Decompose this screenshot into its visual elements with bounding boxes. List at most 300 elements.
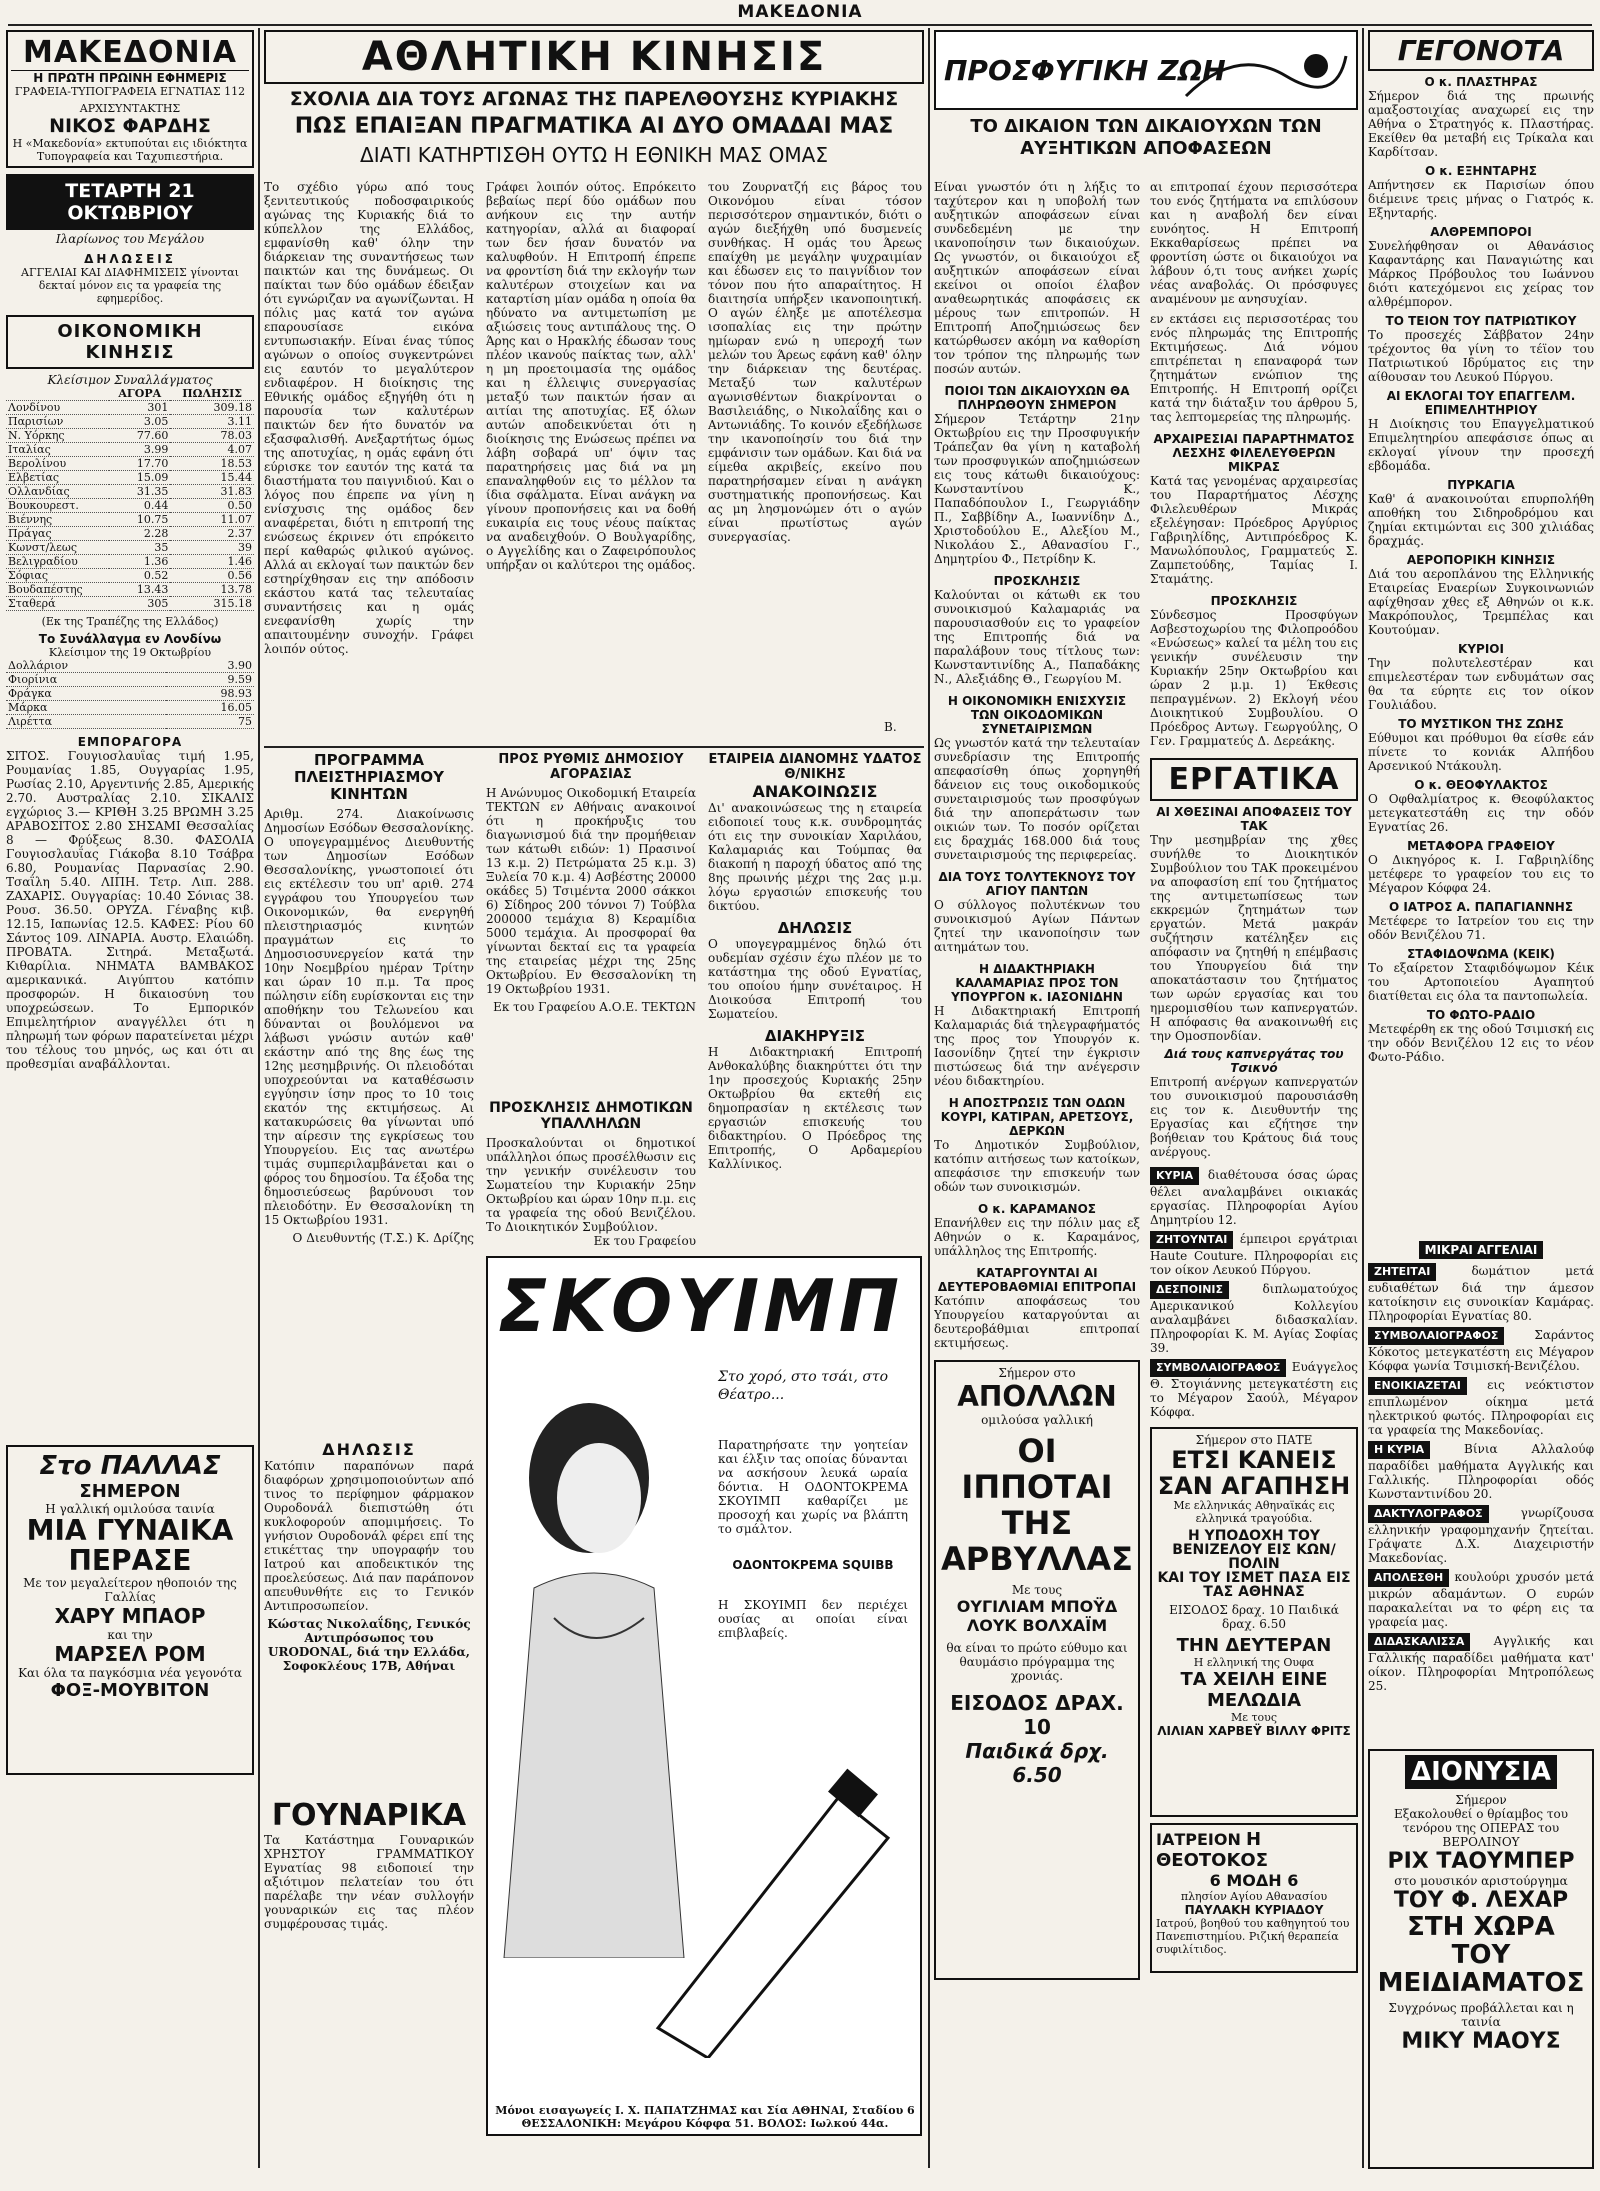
dionysia-film: ΣΤΗ ΧΩΡΑ ΤΟΥ ΜΕΙΔΙΑΜΑΤΟΣ <box>1377 1912 1585 1998</box>
classified-ad <box>1368 1327 1594 1373</box>
fx-cell: 0.52 <box>109 569 170 583</box>
pate-note: Με ελληνικάς Αθηναϊκάς εις ελληνικά τραγούδια. <box>1173 1499 1335 1525</box>
london-cell: Λιρέττα <box>6 715 166 729</box>
squibb-product: ΟΔΟΝΤΟΚΡΕΜΑ SQUIBB <box>732 1558 894 1572</box>
small-ads-header <box>1368 1239 1594 1259</box>
sports-subtitle: ΣΧΟΛΙΑ ΔΙΑ ΤΟΥΣ ΑΓΩΝΑΣ ΤΗΣ ΠΑΡΕΛΘΟΥΣΗΣ ΚΥΡΙΑΚΗΣ <box>289 88 899 110</box>
event-text: Σήμερον διά της πρωινής αμαξοστοιχίας αναχωρεί εις την Αθήνα ο Στρατηγός κ. Πλαστήρας. Εκείθεν θα μεταβή εις Τρίκαλα και Καρδίτσαν. <box>1368 89 1594 159</box>
classified-keyword: ΣΥΜΒΟΛΑΙΟΓΡΑΦΟΣ <box>1368 1327 1504 1345</box>
editor-label: ΑΡΧΙΣΥΝΤΑΚΤΗΣ <box>79 102 181 115</box>
event-item <box>1368 164 1594 220</box>
event-text: Μετεφέρθη εκ της οδού Τσιμισκή εις την οδόν Βενιζέλου 12 εις το νέον Φωτο-Ράδιο. <box>1368 1022 1594 1064</box>
pate-monday: ΤΗΝ ΔΕΥΤΕΡΑΝ <box>1176 1635 1332 1656</box>
clinic-doctor: ΠΑΥΛΑΚΗ ΚΥΡΙΑΔΟΥ <box>1184 1903 1324 1917</box>
program-signature: Ο Διευθυντής (Τ.Σ.) Κ. Δρίζης <box>292 1231 474 1245</box>
pallas-venue: Στο ΠΑΛΛΑΣ <box>39 1451 221 1481</box>
fx-row <box>6 569 254 583</box>
ads-notice-text: ΑΓΓΕΛΙΑΙ ΚΑΙ ΔΙΑΦΗΜΙΣΕΙΣ γίνονται δεκταί μόνον εις τα γραφεία της εφημερίδος. <box>21 266 239 305</box>
fx-cell: Λονδίνου <box>6 401 109 415</box>
classified-text: Βίνια Αλλαλούφ παραδίδει μαθήματα Αγγλικής και Γαλλικής. Πληροφορίαι οδός Κωνσταντινίδου 20. <box>1368 1442 1594 1501</box>
market-text: ΣΙΤΟΣ. Γουγιοσλαυΐας τιμή 1.95, Ρουμανίας 1.85, Ουγγαρίας 1.95, Ρωσίας 2.10, Αργεντινής 2.85, Αμερικής 2.70. Αυστραλίας 2.10. ΣΙΚΑΛΙΣ εγχώριος 3.— ΚΡΙΘΗ 3.25 ΒΡΩΜΗ 3.25 ΑΡΑΒΟΣΙΤΟΣ 2.80 ΣΗΣΑΜΙ Θεσσαλίας 8 — Φρύξεως 8.30. ΦΑΣΟΛΙΑ Γουγιοσλαυΐας Γιάκοβα 8.10 Τσάβρα 6.80, Ρουμανίας Παρνασίας 2.90. Τσαΐλη 5.40. ΛΙΠΗ. Τετρ. Λιπ. 288. ΖΑΧΑΡΙΣ. Ουγγαρίας: 10.40 Σόνιας 38. Ρουσ. 36.50. ΟΡΥΖΑ. Γέναβης κιβ. 12.15, Ιαπωνίας 12.5. ΚΑΦΕΣ: Ρίου 60 Σάντος 109. ΛΙΝΑΡΙΑ. Αυστρ. Ελαιώδη. ΠΡΟΒΑΤΑ. Σιτηρά. Μεταξωτά. Κιθαρίλια. ΝΗΜΑΤΑ ΒΑΜΒΑΚΟΣ αμερικανικά. Αιγύπτου κατόπιν προσφορών. Η δικαιοσύνη του υποχρεώσεων. Το Εμπορικόν Επιμελητήριον αναγγέλλει ότι η πληρωμή των φόρων παρατείνεται μέχρι του τέλους του μηνός, ως και ότι αι προθεσμίαι αναβάλλονται. <box>6 749 254 1071</box>
invite2-text: Σύνδεσμος Προσφύγων Ασβεστοχωρίου της Φιλοπροόδου «Ενώσεως» καλεί τα μέλη του εις γενικήν συνέλευσιν την Κυριακήν 25ην Οκτωβρίου και ώραν 2 μ.μ. 1) Έκθεσις πεπραγμένων. 2) Εκλογή νέου Διοικητικού Συμβουλίου. Ο Πρόεδρος Αντωγ. Γεωργούλης, Ο Γεν. Γραμματεύς Δ. Δερεάκης. <box>1150 608 1358 748</box>
refugee-s1-title: ΠΟΙΟΙ ΤΩΝ ΔΙΚΑΙΟΥΧΩΝ ΘΑ ΠΛΗΡΩΘΟΥΝ ΣΗΜΕΡΟΝ <box>944 384 1130 412</box>
classified-keyword: Η ΚΥΡΙΑ <box>1368 1441 1430 1459</box>
event-heading: ΑΕΡΟΠΟΡΙΚΗ ΚΙΝΗΣΙΣ <box>1406 553 1556 567</box>
pallas-film: ΜΙΑ ΓΥΝΑΙΚΑ ΠΕΡΑΣΕ <box>26 1514 234 1577</box>
fx-cell: Παρισίων <box>6 415 109 429</box>
event-item <box>1368 75 1594 159</box>
saint-day: Ιλαρίωνος του Μεγάλου <box>55 232 205 246</box>
small-ads-title: ΜΙΚΡΑΙ ΑΓΓΕΛΙΑΙ <box>1419 1241 1544 1259</box>
economics-title <box>6 315 254 369</box>
fx-cell: 11.07 <box>170 513 254 527</box>
small-ads-col3 <box>1150 1167 1358 1419</box>
invitation-signature: Εκ του Γραφείου <box>593 1234 696 1248</box>
pate-intro: Σήμερον στο ΠΑΤΕ <box>1195 1433 1313 1447</box>
water-correction-title: ΔΙΑΚΗΡΥΞΙΣ <box>764 1027 866 1045</box>
economics-title-text: ΟΙΚΟΝΟΜΙΚΗ ΚΙΝΗΣΙΣ <box>57 321 203 363</box>
event-item <box>1368 947 1594 1003</box>
refugee-title: ΠΡΟΣΦΥΓΙΚΗ ΖΩΗ <box>944 54 1226 87</box>
refugee-body <box>934 180 1358 2140</box>
fx-cell: 31.35 <box>109 485 170 499</box>
fx-cell: 315.18 <box>170 597 254 611</box>
clinic-text: Ιατρού, βοηθού του καθηγητού του Πανεπιστημίου. Ριζική θεραπεία συφιλίτιδος. <box>1156 1917 1350 1956</box>
event-text: Το εξαίρετον Σταφιδόψωμον Κέικ του Αρτοποιείου Αγαπητού διατίθεται εις όλα τα παντοπωλεία. <box>1368 961 1594 1003</box>
masthead-name: ΜΑΚΕΔΟΝΙΑ <box>22 35 238 70</box>
classified-keyword: ΣΥΜΒΟΛΑΙΟΓΡΑΦΟΣ <box>1150 1359 1286 1377</box>
pate-monday-note: Η ελληνική της Ουφα <box>1193 1656 1315 1669</box>
left-column <box>6 30 254 2180</box>
issue-date: ΤΕΤΑΡΤΗ 21 ΟΚΤΩΒΡΙΟΥ <box>65 180 195 224</box>
classified-keyword: ΔΙΔΑΣΚΑΛΙΣΣΑ <box>1368 1633 1470 1651</box>
classified-ad <box>1368 1505 1594 1565</box>
fx-cell: Βουκουρεστ. <box>6 499 109 513</box>
fx-header: ΑΓΟΡΑ <box>109 387 170 401</box>
fx-cell: 17.70 <box>109 457 170 471</box>
classified-ad <box>1368 1633 1594 1693</box>
elections-title: ΑΡΧΑΙΡΕΣΙΑΙ ΠΑΡΑΡΤΗΜΑΤΟΣ ΛΕΣΧΗΣ ΦΙΛΕΛΕΥΘΕΡΩΝ ΜΙΚΡΑΣ <box>1153 432 1355 474</box>
apollon-with: Με τους <box>1011 1583 1063 1597</box>
clinic-name: Η ΘΕΟΤΟΚΟΣ <box>1156 1829 1269 1871</box>
fx-cell: 1.46 <box>170 555 254 569</box>
refugee-s6-text: Το Δημοτικόν Συμβούλιον, κατόπιν αιτήσεως των κατοίκων, απεφάσισε την επισκευήν των οδών των συνοικισμών. <box>934 1138 1140 1194</box>
labor-subtitle2: Διά τους καπνεργάτας του Τσικνό <box>1164 1047 1344 1075</box>
classified-keyword: ΔΕΣΠΟΙΝΙΣ <box>1150 1281 1229 1299</box>
fx-cell: Βουδαπέστης <box>6 583 109 597</box>
market-title: ΕΜΠΟΡΑΓΟΡΑ <box>77 735 183 749</box>
fx-row <box>6 527 254 541</box>
invitation-text: Προσκαλούνται οι δημοτικοί υπάλληλοι όπως προσέλθωσιν εις την γενικήν συνέλευσιν του Σωματείου την Κυριακήν 25ην Οκτωβρίου και ώραν 10ην π.μ. εις τα γραφεία της οδού Βενιζέλου. Το Διοικητικόν Συμβούλιον. <box>486 1136 696 1234</box>
london-cell: Φράγκα <box>6 687 166 701</box>
events-title-box <box>1368 30 1594 71</box>
event-text: Ο Δικηγόρος κ. Ι. Γαβριηλίδης μετέφερε το γραφείον του εις το Μέγαρον Κόφφα 24. <box>1368 853 1594 895</box>
refugee-s5-title: Η ΔΙΔΑΚΤΗΡΙΑΚΗ ΚΑΛΑΜΑΡΙΑΣ ΠΡΟΣ ΤΟΝ ΥΠΟΥΡΓΟΝ κ. ΙΑΣΟΝΙΔΗΝ <box>951 962 1123 1004</box>
masthead-blurb: Η «Μακεδονία» εκτυπούται εις ιδιόκτητα Τυπογραφεία και Ταχυπιεστήρια. <box>12 137 248 163</box>
event-item <box>1368 553 1594 637</box>
event-heading: Ο κ. ΘΕΟΦΥΛΑΚΤΟΣ <box>1414 778 1548 792</box>
center-column <box>264 30 924 2180</box>
apollon-kids: Παιδικά δρχ. 6.50 <box>965 1739 1109 1787</box>
fx-cell: Βερολίνου <box>6 457 109 471</box>
classified-keyword: ΖΗΤΕΙΤΑΙ <box>1368 1263 1436 1281</box>
fx-cell: 305 <box>109 597 170 611</box>
dionysia-director: ΤΟΥ Φ. ΛΕΧΑΡ <box>1393 1888 1569 1913</box>
event-text: Εύθυμοι και πρόθυμοι θα είσθε εάν πίνετε το κονιάκ Αλπήδου Αρσενικού Ντάκουλη. <box>1368 731 1594 773</box>
refugee-s2-title: ΠΡΟΣΚΛΗΣΙΣ <box>993 574 1081 588</box>
dionysia-ad <box>1368 1749 1594 2169</box>
refugee-s4-title: ΔΙΑ ΤΟΥΣ ΤΟΛΥΤΕΚΝΟΥΣ ΤΟΥ ΑΓΙΟΥ ΠΑΝΤΩΝ <box>938 870 1136 898</box>
london-cell: Φιορίνια <box>6 673 166 687</box>
pallas-type: Η γαλλική ομιλούσα ταινία <box>45 1502 215 1516</box>
fx-cell: 1.36 <box>109 555 170 569</box>
pallas-news: ΦΟΞ-ΜΟΥΒΙΤΟΝ <box>50 1680 210 1701</box>
refugee-s7-title: Ο κ. ΚΑΡΑΜΑΝΟΣ <box>978 1202 1096 1216</box>
fx-header <box>6 387 109 401</box>
event-heading: ΜΕΤΑΦΟΡΑ ΓΡΑΦΕΙΟΥ <box>1407 839 1555 853</box>
pate-film2: ΤΑ ΧΕΙΛΗ ΕΙΝΕ ΜΕΛΩΔΙΑ <box>1180 1669 1328 1711</box>
fx-cell: 35 <box>109 541 170 555</box>
fx-cell: 10.75 <box>109 513 170 527</box>
classified-text: γνωρίζουσα ελληνικήν γραφομηχανήν ζητείται. Γράψατε Δ.Χ. Διαχειριστήν Μακεδονίας. <box>1368 1506 1594 1565</box>
masthead <box>6 30 254 168</box>
invitation-notice <box>486 1100 696 1250</box>
water-title: ΕΤΑΙΡΕΙΑ ΔΙΑΝΟΜΗΣ ΥΔΑΤΟΣ Θ/ΝΙΚΗΣ <box>708 752 922 782</box>
ads-notice-title: ΔΗΛΩΣΕΙΣ <box>84 252 176 266</box>
gounarika-ad <box>264 1798 474 2138</box>
london-cell: Δολλάριον <box>6 659 166 673</box>
squibb-brand: ΣΚΟΥΙΜΠ <box>498 1264 904 1348</box>
fx-cell: 13.78 <box>170 583 254 597</box>
column-rule <box>928 28 930 2168</box>
london-row <box>6 687 254 701</box>
clinic-ad <box>1150 1823 1358 1973</box>
event-item <box>1368 839 1594 895</box>
pallas-with: Με τον μεγαλείτερον ηθοποιόν της Γαλλίας <box>23 1576 237 1604</box>
fx-cell: 3.11 <box>170 415 254 429</box>
urodonal-signature: Κώστας Νικολαΐδης, Γενικός Αντιπρόσωπος του URODONAL, διά την Ελλάδα, Σοφοκλέους 17Β, Αθήναι <box>267 1617 471 1673</box>
event-item <box>1368 314 1594 384</box>
ads-notice <box>6 252 254 305</box>
apollon-film: ΟΙ ΙΠΠΟΤΑΙ ΤΗΣ ΑΡΒΥΛΛΑΣ <box>941 1432 1133 1578</box>
pate-cast: ΛΙΛΙΑΝ ΧΑΡΒΕΫ ΒΙΛΛΥ ΦΡΙΤΣ <box>1157 1724 1351 1738</box>
refugee-s2-text: Καλούνται οι κάτωθι εκ του συνοικισμού Καλαμαριάς να παρουσιασθούν εις το γραφείον της Επιτροπής διά να παραλάβουν τους τίτλους των: Κωνσταντινίδης Α., Παπαδάκης Ν., Αλεξιάδης Θ., Γεωργίου Μ. <box>934 588 1140 686</box>
fx-cell: Σόφιας <box>6 569 109 583</box>
classified-keyword: ΔΑΚΤΥΛΟΓΡΑΦΟΣ <box>1368 1505 1489 1523</box>
refugee-s3-title: Η ΟΙΚΟΝΟΜΙΚΗ ΕΝΙΣΧΥΣΙΣ ΤΩΝ ΟΙΚΟΔΟΜΙΚΩΝ ΣΥΝΕΤΑΙΡΙΣΜΩΝ <box>947 694 1127 736</box>
fx-row <box>6 555 254 569</box>
classified-keyword: ΖΗΤΟΥΝΤΑΙ <box>1150 1231 1233 1249</box>
fx-note: (Εκ της Τραπέζης της Ελλάδος) <box>41 615 219 628</box>
refugee-banner <box>934 30 1358 110</box>
labor-title: ΕΡΓΑΤΙΚΑ <box>1168 762 1340 797</box>
water-declaration-title: ΔΗΛΩΣΙΣ <box>777 919 853 937</box>
event-heading: ΠΥΡΚΑΓΙΑ <box>1447 478 1515 492</box>
event-text: Το προσεχές Σάββατον 24ην τρέχοντος θα γίνη το τέϊον του Πατριωτικού Ιδρύματος εις την αίθουσαν του Λευκού Πύργου. <box>1368 328 1594 384</box>
invite2-title: ΠΡΟΣΚΛΗΣΙΣ <box>1210 594 1298 608</box>
sports-subheadline: ΔΙΑΤΙ ΚΑΤΗΡΤΙΣΘΗ ΟΥΤΩ Η ΕΘΝΙΚΗ ΜΑΣ ΟΜΑΣ <box>360 143 828 167</box>
event-item <box>1368 778 1594 834</box>
fx-cell: 77.60 <box>109 429 170 443</box>
classified-ad <box>1368 1263 1594 1323</box>
refugee-s4-text: Ο σύλλογος πολυτέκνων του συνοικισμού Αγίων Πάντων ζητεί την ικανοποίησιν των αιτημάτων του. <box>934 898 1140 954</box>
tender-title: ΠΡΟΣ ΡΥΘΜΙΣ ΔΗΜΟΣΙΟΥ ΑΓΟΡΑΣΙΑΣ <box>498 752 684 782</box>
london-row <box>6 715 254 729</box>
event-text: Η Διοίκησις του Επαγγελματικού Επιμελητηρίου απεφάσισε όπως αι εκλογαί γίνουν την προσεχή εβδομάδα. <box>1368 417 1594 473</box>
date-box <box>6 174 254 230</box>
london-cell: 3.90 <box>166 659 254 673</box>
fx-cell: Σταθερά <box>6 597 109 611</box>
event-heading: ΑΛΘΡΕΜΠΟΡΟΙ <box>1430 225 1532 239</box>
refugee-s3-text: Ως γνωστόν κατά την τελευταίαν συνεδρίασιν της Επιτροπής απεφασίσθη όπως χορηγηθή δάνειον εις τους οικοδομικούς συνεταιρισμούς των προσφύγων διά την αποπεράτωσιν των οικιών των. Το ποσόν ορίζεται εις δραχμάς 168.000 διά τους συνεταιρισμούς της περιφερείας. <box>934 736 1140 862</box>
apollon-sub: ομιλούσα γαλλική <box>981 1413 1093 1427</box>
pallas-and: και την <box>107 1628 153 1642</box>
sports-col1: Το σχέδιο γύρω από τους ξενιτευτικούς ποδοσφαιρικούς αγώνας της Κυριακής διά το κύπελλον της Ελλάδος, εμφανίσθη καθ' όλην την διάρκειαν της συναντήσεως των παικτών και της δυνάμεως. Οι παίκται των δύο ομάδων έδειξαν ότι εγνώριζαν να αγωνίζωνται. Η πόλις μας κατά τον αγώνα επαρουσίασε εικόνα εντυπωσιακήν. Είναι ένας τύπος αγώνων ο οποίος συγκεντρώνει εις εαυτόν το μεγαλύτερον ενδιαφέρον. Η διοίκησις της Εθνικής ομάδος εξηγήθη ότι η παρουσία των καλυτέρων παικτών δεν ήτο δυνατόν να εξασφαλισθή. Ανεξαρτήτως όμως της αποτυχίας, η ομάς εφάνη ότι εύρισκε τον εαυτόν της κατά τα διαστήματα του παιγνιδιού. Και ο λόγος που έπρεπε να γίνη η ενίσχυσις της ομάδος δεν αναφέρεται, διότι η επιτροπή της ενώσεως έκρινεν ότι επρόκειτο περί καθαρώς φιλικού αγώνος. Αλλά αι εκλογαί των παικτών δεν εστηρίχθησαν εις την απόδοσιν εκάστου κατά τας τελευταίας συναντήσεις και η ομάς ενεφανίσθη χωρίς την απαιτουμένην συνοχήν. Γράφει λοιπόν ούτος. <box>264 180 474 656</box>
event-heading: ΤΟ ΤΕΙΟΝ ΤΟΥ ΠΑΤΡΙΩΤΙΚΟΥ <box>1385 314 1577 328</box>
refugee-column <box>934 30 1358 2180</box>
event-heading: Ο ΙΑΤΡΟΣ Α. ΠΑΠΑΓΙΑΝΝΗΣ <box>1388 900 1574 914</box>
event-item <box>1368 900 1594 942</box>
event-item <box>1368 717 1594 773</box>
pate-ad <box>1150 1427 1358 1817</box>
refugee-s8-title: ΚΑΤΑΡΓΟΥΝΤΑΙ ΑΙ ΔΕΥΤΕΡΟΒΑΘΜΙΑΙ ΕΠΙΤΡΟΠΑΙ <box>937 1266 1137 1294</box>
event-text: Απήντησεν εκ Παρισίων όπου διέμεινε τρεις μήνας ο Γιατρός κ. Εξηνταρής. <box>1368 178 1594 220</box>
fx-cell: 2.37 <box>170 527 254 541</box>
fx-row <box>6 499 254 513</box>
small-ads-list <box>1368 1263 1594 1743</box>
event-heading: Ο κ. ΕΞΗΝΤΑΡΗΣ <box>1424 164 1537 178</box>
fx-row <box>6 415 254 429</box>
classified-ad <box>1150 1359 1358 1419</box>
water-text: Δι' ανακοινώσεως της η εταιρεία ειδοποιεί τους κ.κ. συνδρομητάς ότι εις την συνοικίαν Χαριλάου, Καλαμαριάς και Τούμπας θα διακοπή η παροχή ύδατος από της 8ης πρωινής μέχρι της 2ας μ.μ. λόγω εργασιών επισκευής του δικτύου. <box>708 801 922 913</box>
apollon-cast: ΟΥΓΙΛΙΑΜ ΜΠΟΫΔ ΛΟΥΚ ΒΟΛΧΑΪΜ <box>956 1597 1118 1635</box>
fx-cell: 18.53 <box>170 457 254 471</box>
london-sub: Κλείσιμον της 19 Οκτωβρίου <box>48 646 212 659</box>
fx-cell: Κωνστ/λεως <box>6 541 109 555</box>
page-header: ΜΑΚΕΔΟΝΙΑ <box>737 2 863 22</box>
classified-text: διαθέτουσα όσας ώρας θέλει αναλαμβάνει οικιακάς εργασίας. Πληροφορίαι Αγίου Δημητρίου 12. <box>1150 1168 1358 1227</box>
urodonal-title: ΔΗΛΩΣΙΣ <box>322 1440 416 1459</box>
section-rule <box>264 746 924 748</box>
dionysia-line2: στο μουσικόν αριστούργημα <box>1394 1874 1568 1888</box>
classified-ad <box>1368 1569 1594 1629</box>
pate-price: ΕΙΣΟΔΟΣ δραχ. 10 Παιδικά δραχ. 6.50 <box>1169 1603 1339 1631</box>
fx-row <box>6 485 254 499</box>
london-row <box>6 659 254 673</box>
elections-text: Κατά τας γενομένας αρχαιρεσίας του Παραρτήματος Λέσχης Φιλελευθέρων Μικράς εξελέγησαν: Πρόεδρος Αργύριος Γαβριηλίδης, Αντιπρόεδρος Κ. Μανωλόπουλος, Γραμματεύς Σ. Ζαμπετούδης, Ταμίας Ι. Σταμάτης. <box>1150 474 1358 586</box>
events-list <box>1368 75 1594 1235</box>
fx-cell: 39 <box>170 541 254 555</box>
fx-cell: 15.09 <box>109 471 170 485</box>
refugee-col2-text: αι επιτροπαί έχουν περισσότερα του ενός ζητήματα να επιλύσουν και η αναβολή δεν είναι ευνόητος. Η Επιτροπή Εκκαθαρίσεως πρέπει να φροντίση ώστε οι δικαιούχοι να λάβουν ό,τι τους ανήκει χωρίς νέας αναβολάς. Οι πρόσφυγες αναμένουν με ανησυχίαν. <box>1150 180 1358 306</box>
tender-signature: Εκ του Γραφείου Α.Ο.Ε. ΤΕΚΤΩΝ <box>493 1000 696 1014</box>
event-text: Ο Οφθαλμίατρος κ. Θεοφύλακτος μετεγκατεστάθη εις την οδόν Εγνατίας 26. <box>1368 792 1594 834</box>
fx-row <box>6 597 254 611</box>
squibb-text: Παρατηρήσατε την γοητείαν και έλξιν τας οποίας δύνανται να ασκήσουν λευκά ωραία δόντια. Η ΟΔΟΝΤΟΚΡΕΜΑ ΣΚΟΥΙΜΠ καθαρίζει με προσοχή και χωρίς να βλάπτη το σμάλτον. <box>718 1438 908 1536</box>
fx-cell: Πράγας <box>6 527 109 541</box>
classified-keyword: ΑΠΟΛΕΣΘΗ <box>1368 1569 1449 1587</box>
labor-title-box <box>1150 758 1358 801</box>
london-table <box>6 659 254 729</box>
classified-ad <box>1150 1281 1358 1355</box>
event-heading: ΚΥΡΙΟΙ <box>1458 642 1504 656</box>
sports-title-box <box>264 30 924 84</box>
classified-text: κουλούρι χρυσόν μετά μικρών αδαμάντων. Ο ευρών παρακαλείται να το φέρη εις τα γραφεία μας. <box>1368 1570 1594 1629</box>
fx-cell: 13.43 <box>109 583 170 597</box>
event-item <box>1368 478 1594 548</box>
refugee-col2 <box>1150 180 1358 2140</box>
program-text: Αριθμ. 274. Διακοίνωσις Δημοσίων Εσόδων Θεσσαλονίκης. Ο υπογεγραμμένος Διευθυντής των Δημοσίων Εσόδων Θεσσαλονίκης, γνωστοποιεί ότι εις εκτέλεσιν του υπ' αριθ. 274 εγγράφου του Υπουργείου των Οικονομικών, θα ενεργηθή πλειστηριασμός κινητών πραγμάτων εις το Δημοσιοσυνεργείον κατά την 10ην Νοεμβρίου ημέραν Τρίτην και ώραν 10 π.μ. Τα προς πώλησιν είδη ευρίσκονται εις την αποθήκην του Τελωνείου και δύνανται οι βουλόμενοι να λάβωσι γνώσιν αυτών καθ' εκάστην από της 8ης έως της 12ης μεσημβρινής. Οι πλειοδόται υποχρεούνται να καταθέσωσιν εγγύησιν ίσην προς το 10 τοις εκατόν της εκτιμήσεως. Αι κατακυρώσεις θα γίνωνται υπό την αίρεσιν της εγκρίσεως του Υπουργείου. Εις τας ανωτέρω τιμάς συμπεριλαμβάνεται και ο φόρος του δημοσίου. Τα έξοδα της δημοσιεύσεως βαρύνουσι τον πλειοδότην. Εν Θεσσαλονίκη τη 15 Οκτωβρίου 1931. <box>264 807 474 1227</box>
refugee-text: Είναι γνωστόν ότι η λήξις το ταχύτερον και η υποβολή των αυξητικών αποφάσεων είναι συνδεδεμένη με την ικανοποίησιν των δικαιούχων. Ως γνωστόν, οι δικαιούχοι εξ αυξητικών αποφάσεων είναι εκείνοι οι οποίοι έλαβον αναθεωρητικάς αποφάσεις εκ μέρους των επιτροπών. Η Επιτροπή Αποζημιώσεως δεν κατώρθωσεν ακόμη να καθορίση τον τρόπον της πληρωμής των ποσών αυτών. <box>934 180 1140 376</box>
fx-cell: 301 <box>109 401 170 415</box>
fx-cell: Ν. Υόρκης <box>6 429 109 443</box>
events-title: ΓΕΓΟΝΟΤΑ <box>1397 34 1565 67</box>
column-rule <box>258 28 260 2168</box>
fx-cell: 4.07 <box>170 443 254 457</box>
water-notice <box>708 752 922 1192</box>
masthead-tagline: Η ΠΡΩΤΗ ΠΡΩΙΝΗ ΕΦΗΜΕΡΙΣ <box>11 70 249 85</box>
clinic-label: ΙΑΤΡΕΙΟΝ <box>1156 1830 1241 1849</box>
dionysia-line1: Εξακολουθεί ο θρίαμβος του τενόρου της ΟΠΕΡΑΣ του ΒΕΡΟΛΙΝΟΥ <box>1393 1807 1569 1849</box>
squibb-ad <box>486 1256 922 2136</box>
event-text: Την πολυτελεστέραν και επιμελεστέραν των ενδυμάτων σας θα τα εύρητε εις τον οίκον Γουλιάδου. <box>1368 656 1594 712</box>
dionysia-extra: Συγχρόνως προβάλλεται και η ταινία <box>1388 2001 1574 2029</box>
classified-text: δωμάτιον μετά ευδιαθέτων διά την άμεσον κατοίκησιν εις συνοικίαν Καμάρας. Πληροφορίαι Εγνατίας 80. <box>1368 1264 1594 1323</box>
classified-ad <box>1150 1231 1358 1277</box>
right-column <box>1368 30 1594 2180</box>
labor-text: Την μεσημβρίαν της χθες συνήλθε το Διοικητικόν Συμβούλιον του ΤΑΚ προκειμένου να αποφασίση επί του ζητήματος της αντιμετωπίσεως των εκκρεμών ζητημάτων των εργατών. Μετά μακράν συζήτησιν κατέληξεν εις απόφασιν να ζητηθή η επέμβασις του Υπουργείου διά την αποκατάστασιν του ζητήματος των ωρών εργασίας και του ημερομισθίου των καπνεργατών. Η απόφασις θα ανακοινωθή εις την Ομοσπονδίαν. <box>1150 833 1358 1043</box>
clinic-address: 6 ΜΟΔΗ 6 <box>1209 1871 1299 1890</box>
classified-text: Ευάγγελος Θ. Στογιάννης μετεγκατέστη εις το Μέγαρον Σαούλ, Μέγαρον Κόφφα. <box>1150 1360 1358 1419</box>
dionysia-name: ΔΙΟΝΥΣΙΑ <box>1405 1755 1557 1789</box>
program-title: ΠΡΟΓΡΑΜΜΑ ΠΛΕΙΣΤΗΡΙΑΣΜΟΥ ΚΙΝΗΤΩΝ <box>294 752 444 803</box>
dionysia-today: Σήμερον <box>1455 1793 1507 1807</box>
event-item <box>1368 1008 1594 1064</box>
water-sub: ΑΝΑΚΟΙΝΩΣΙΣ <box>752 782 878 801</box>
event-text: Καθ' ά ανακοινούται επυρπολήθη αποθήκη του Σιδηροδρόμου και ζημίαι εκτιμώνται εις 300 χιλιάδας δραχμάς. <box>1368 492 1594 548</box>
urodonal-ad <box>264 1440 474 1790</box>
water-declaration: Ο υπογεγραμμένος δηλώ ότι ουδεμίαν σχέσιν έχω πλέον με το κατάστημα της οδού Εγνατίας, του οποίου ήμην συνέταιρος. Η Διοικούσα Επιτροπή του Σωματείου. <box>708 937 922 1021</box>
event-heading: ΑΙ ΕΚΛΟΓΑΙ ΤΟΥ ΕΠΑΓΓΕΛΜ. ΕΠΙΜΕΛΗΤΗΡΙΟΥ <box>1386 389 1576 417</box>
event-text: Μετέφερε το Ιατρείον του εις την οδόν Βενιζέλου 71. <box>1368 914 1594 942</box>
fx-cell: 0.56 <box>170 569 254 583</box>
event-heading: ΤΟ ΜΥΣΤΙΚΟΝ ΤΗΣ ΖΩΗΣ <box>1398 717 1564 731</box>
fx-cell: Βελιγραδίου <box>6 555 109 569</box>
water-correction: Η Διδακτηριακή Επιτροπή Ανθοκαλύβης διακηρύττει ότι την 1ην προσεχούς Κυριακής 25ην Οκτωβρίου θα εκτεθή εις δημοπρασίαν η εκτέλεσις των εργασιών επισκευής του διδακτηρίου. Ο Πρόεδρος της Επιτροπής, Ο Αρδαμερίου Καλλίνικος. <box>708 1045 922 1171</box>
column-rule <box>1362 28 1364 2168</box>
fx-cell: 78.03 <box>170 429 254 443</box>
refugee-headline: ΤΟ ΔΙΚΑΙΟΝ ΤΩΝ ΔΙΚΑΙΟΥΧΩΝ ΤΩΝ ΑΥΞΗΤΙΚΩΝ ΑΠΟΦΑΣΕΩΝ <box>970 116 1322 159</box>
fx-cell: 3.99 <box>109 443 170 457</box>
event-heading: ΣΤΑΦΙΔΟΨΩΜΑ (ΚΕΙΚ) <box>1407 947 1555 961</box>
classified-text: Σαράντος Κόκοτος μετεγκατέστη εις Μέγαρον Κόφφα γωνία Τσιμισκή-Βενιζέλου. <box>1368 1328 1594 1373</box>
squibb-footer: Μόνοι εισαγωγείς Ι. Χ. ΠΑΠΑΤΖΗΜΑΣ και Σία ΑΘΗΝΑΙ, Σταδίου 6 ΘΕΣΣΑΛΟΝΙΚΗ: Μεγάρου Κόφφα 51. ΒΟΛΟΣ: Ιωλκού 44α. <box>495 2104 915 2130</box>
header-rule <box>8 24 1592 26</box>
classified-ad <box>1368 1377 1594 1437</box>
editor-name: ΝΙΚΟΣ ΦΑΡΔΗΣ <box>49 115 211 137</box>
pate-cast-with: Με τους <box>1230 1711 1277 1724</box>
pallas-when: ΣΗΜΕΡΟΝ <box>79 1481 181 1502</box>
apollon-venue: ΑΠΟΛΛΩΝ <box>957 1380 1117 1413</box>
labor-text2: Επιτροπή ανέργων καπνεργατών του συνοικισμού παρουσιάσθη εις τον κ. Διευθυντήν της Εργασίας και εζήτησε την βοήθειαν του Κράτους διά τους ανέργους. <box>1150 1075 1358 1159</box>
london-row <box>6 701 254 715</box>
fx-cell: 0.44 <box>109 499 170 513</box>
tender-notice <box>486 752 696 1092</box>
pallas-ad <box>6 1445 254 1775</box>
refugee-s1-text: Σήμερον Τετάρτην 21ην Οκτωβρίου εις την Προσφυγικήν Τράπεζαν θα γίνη η καταβολή των προσφυγικών αποζημιώσεων εις τους κάτωθι δικαιούχους: Κωνσταντίνου Κ., Παπαδόπουλον Ι., Γεωργιάδην Π., Σαββίδην Α., Ιωαννίδην Δ., Χριστοδούλου Ε., Αλεξίου Μ., Νικολάου Σ., Αθανασίου Γ., Δημητρίου Φ., Πετρίδην Κ. <box>934 412 1140 566</box>
fx-cell: 2.28 <box>109 527 170 541</box>
pallas-actor1: ΧΑΡΥ ΜΠΑΟΡ <box>54 1604 206 1628</box>
pate-title3: ΚΑΙ ΤΟΥ ΙΣΜΕΤ ΠΑΣΑ ΕΙΣ ΤΑΣ ΑΘΗΝΑΣ <box>1157 1570 1351 1600</box>
dionysia-short: ΜΙΚΥ ΜΑΟΥΣ <box>1401 2029 1561 2054</box>
fx-cell: 3.05 <box>109 415 170 429</box>
apollon-intro: Σήμερον στο <box>998 1366 1076 1380</box>
event-heading: Ο κ. ΠΛΑΣΤΗΡΑΣ <box>1424 75 1538 89</box>
refugee-s5-text: Η Διδακτηριακή Επιτροπή Καλαμαριάς διά τηλεγραφήματός της προς τον Υπουργόν κ. Ιασονίδην ζητεί την έγκρισιν πιστώσεως διά την ανέγερσιν νέου διδακτηρίου. <box>934 1004 1140 1088</box>
event-item <box>1368 642 1594 712</box>
event-heading: ΤΟ ΦΩΤΟ-ΡΑΔΙΟ <box>1426 1008 1536 1022</box>
london-row <box>6 673 254 687</box>
fx-cell: 15.44 <box>170 471 254 485</box>
fx-cell: 31.83 <box>170 485 254 499</box>
classified-text: διπλωματούχος Αμερικανικού Κολλεγίου αναλαμβάνει διδασκαλίαν. Πληροφορίαι Κ. Μ. Αγίας Σοφίας 39. <box>1150 1282 1358 1355</box>
dionysia-singer: ΡΙΧ ΤΑΟΥΜΠΕΡ <box>1387 1849 1575 1874</box>
invitation-title: ΠΡΟΣΚΛΗΣΙΣ ΔΗΜΟΤΙΚΩΝ ΥΠΑΛΛΗΛΩΝ <box>489 1100 693 1132</box>
apollon-note: θα είναι το πρώτο εύθυμο και θαυμάσιο πρόγραμμα της χρονιάς. <box>946 1641 1128 1683</box>
tender-text: Η Ανώνυμος Οικοδομική Εταιρεία ΤΕΚΤΩΝ εν Αθήναις ανακοινοί ότι η προκήρυξις του διαγωνισμού διά την προμήθειαν των κάτωθι ειδών: 1) Πρασινοί 13 κ.μ. 2) Πετρώματα 25 κ.μ. 3) Ξυλεία 70 κ.μ. 4) Ασβέστης 20000 οκάδες 5) Τσιμέντα 2000 σάκκοι 6) Σίδηρος 200 τόννοι 7) Τούβλα 200000 τεμάχια 8) Κεραμίδια 5000 τεμάχια. Αι προσφοραί θα γίνωνται δεκταί εις τα γραφεία της εταιρείας μέχρι της 25ης Οκτωβρίου. Εν Θεσσαλονίκη τη 19 Οκτωβρίου 1931. <box>486 786 696 996</box>
refugee-s6-title: Η ΑΠΟΣΤΡΩΣΙΣ ΤΩΝ ΟΔΩΝ ΚΟΥΡΙ, ΚΑΤΙΡΑΝ, ΑΡΕΤΣΟΥΣ, ΔΕΡΚΩΝ <box>940 1096 1134 1138</box>
london-cell: 98.93 <box>166 687 254 701</box>
fx-row <box>6 429 254 443</box>
event-item <box>1368 389 1594 473</box>
classified-keyword: ΕΝΟΙΚΙΑΖΕΤΑΙ <box>1368 1377 1467 1395</box>
refugee-col1 <box>934 180 1140 2140</box>
fx-cell: Βιέννης <box>6 513 109 527</box>
london-title: Το Συνάλλαγμα εν Λονδίνω <box>38 632 222 646</box>
sports-col2: Γράφει λοιπόν ούτος. Επρόκειτο βεβαίως περί δύο ομάδων που ανήκουν εις την αυτήν κατηγορίαν, αλλά αι διαφοραί των δεν ήσαν δυνατόν να καλυφθούν. Η Επιτροπή έπρεπε να φροντίση διά την εκλογήν των καλυτέρων στοιχείων και να καταρτίση μίαν ομάδα η οποία θα ηδύνατο να αντιμετωπίση με αξιώσεις τους αντιπάλους της. Ο Άρης και ο Ηρακλής έδωσαν τους πλέον ικανούς παίκτας των, αλλ' η μη προετοιμασία της ομάδος και η έλλειψις συνεργασίας μεταξύ των παικτών ήσαν αι αιτίαι της αποτυχίας. Εξ όλων αυτών αποδεικνύεται ότι η διοίκησις της Ενώσεως πρέπει να λάβη σοβαρά υπ' όψιν τας παρατηρήσεις μας διά να μη επαναληφθούν εις το μέλλον τα ίδια σφάλματα. Είναι ανάγκη να γίνουν προπονήσεις και να δοθή ευκαιρία εις τους νέους παίκτας να αναδειχθούν. Ο Βουλγαρίδης, ο Αγγελίδης και ο Ζαφειρόπουλος υπήρξαν οι καλύτεροι της ομάδος. <box>486 180 696 572</box>
london-cell: 16.05 <box>166 701 254 715</box>
fx-row <box>6 401 254 415</box>
pate-film: ΕΤΣΙ ΚΑΝΕΙΣ ΣΑΝ ΑΓΑΠΗΣΗ <box>1157 1446 1351 1500</box>
event-text: Συνελήφθησαν οι Αθανάσιος Καφαντάρης και Παναγιώτης και Μάρκος Πρόβουλος του Ιωάννου διότι κατεχόμενοι εις χείρας τον αλθρέμπορον. <box>1368 239 1594 309</box>
fx-row <box>6 583 254 597</box>
program-notice <box>264 752 474 1432</box>
gounarika-text: Τα Κατάστημα Γουναρικών ΧΡΗΣΤΟΥ ΓΡΑΜΜΑΤΙΚΟΥ Εγνατίας 98 ειδοποιεί την αξιότιμον πελατείαν του ότι παρέλαβε την νέαν συλλογήν γουναρικών εις τας πλέον συμφέρουσας τιμάς. <box>264 1833 474 1931</box>
event-text: Διά του αεροπλάνου της Ελληνικής Εταιρείας Εναερίων Συγκοινωνιών αφίχθησαν χθες εξ Αθηνών οι κ.κ. Μακρόπουλος, Τρεμπέλας και Κουτούμαν. <box>1368 567 1594 637</box>
squibb-note: Η ΣΚΟΥΙΜΠ δεν περιέχει ουσίας αι οποίαι είναι επιβλαβείς. <box>718 1598 908 1640</box>
refugee-s7-text: Επανήλθεν εις την πόλιν μας εξ Αθηνών ο κ. Καραμάνος, υπάλληλος της Επιτροπής. <box>934 1216 1140 1258</box>
fx-row <box>6 513 254 527</box>
london-cell: 75 <box>166 715 254 729</box>
fx-row <box>6 541 254 555</box>
fx-header: ΠΩΛΗΣΙΣ <box>170 387 254 401</box>
fx-cell: 0.50 <box>170 499 254 513</box>
refugee-s8-text: Κατόπιν αποφάσεως του Υπουργείου καταργούνται αι δευτεροβάθμιαι επιτροπαί εκτιμήσεως. <box>934 1294 1140 1350</box>
london-cell: Μάρκα <box>6 701 166 715</box>
london-cell: 9.59 <box>166 673 254 687</box>
fx-cell: Ολλανδίας <box>6 485 109 499</box>
apollon-ad <box>934 1360 1140 1980</box>
gounarika-title: ΓΟΥΝΑΡΙΚΑ <box>271 1798 467 1833</box>
sports-body <box>264 180 924 740</box>
pate-title2: Η ΥΠΟΔΟΧΗ ΤΟΥ ΒΕΝΙΖΕΛΟΥ ΕΙΣ ΚΩΝ/ΠΟΛΙΝ <box>1172 1528 1336 1572</box>
squibb-tag: Στο χορό, στο τσάι, στο Θέατρο... <box>718 1369 889 1403</box>
fx-row <box>6 471 254 485</box>
classified-text: Αγγλικής και Γαλλικής παραδίδει μαθήματα κατ' οίκον. Πληροφορίαι Μητροπόλεως 25. <box>1368 1634 1594 1693</box>
fx-row <box>6 443 254 457</box>
sports-col3: του Ζουρνατζή εις βάρος του Οικονόμου είναι τόσον περισσότερον σημαντικόν, διότι ο αγών διεξήχθη υπό δυσμενείς συνθήκας. Η ομάς του Άρεως επαίχθη με μεγάλην ψυχραιμίαν και έδωσεν εις το παιγνίδιον τον τόνον που ήτο απαραίτητος. Η διαιτησία υπήρξεν ικανοποιητική. Ο αγών έληξε με αποτέλεσμα ισοπαλίας εις την πρώτην ημίωραν ενώ η υπεροχή των μελών του Άρεως εφάνη καθ' όλην την διάρκειαν της δευτέρας. Μεταξύ των καλυτέρων αγωνισθέντων διακρίνονται ο Βασιλειάδης, ο Νικολαΐδης και ο Αντωνιάδης. Το κοινόν εξεδήλωσε την ικανοποίησίν του διά την εμφάνισιν των ομάδων. Και διά να είμεθα ακριβείς, εκείνο που παρατηρήσαμεν είναι η ανάγκη συστηματικής προπονήσεως. Και ας μη λησμονώμεν ότι ο αγών είναι πρωτίστως αγών συνεργασίας. <box>708 180 922 544</box>
sports-byline: Β. <box>884 720 897 734</box>
